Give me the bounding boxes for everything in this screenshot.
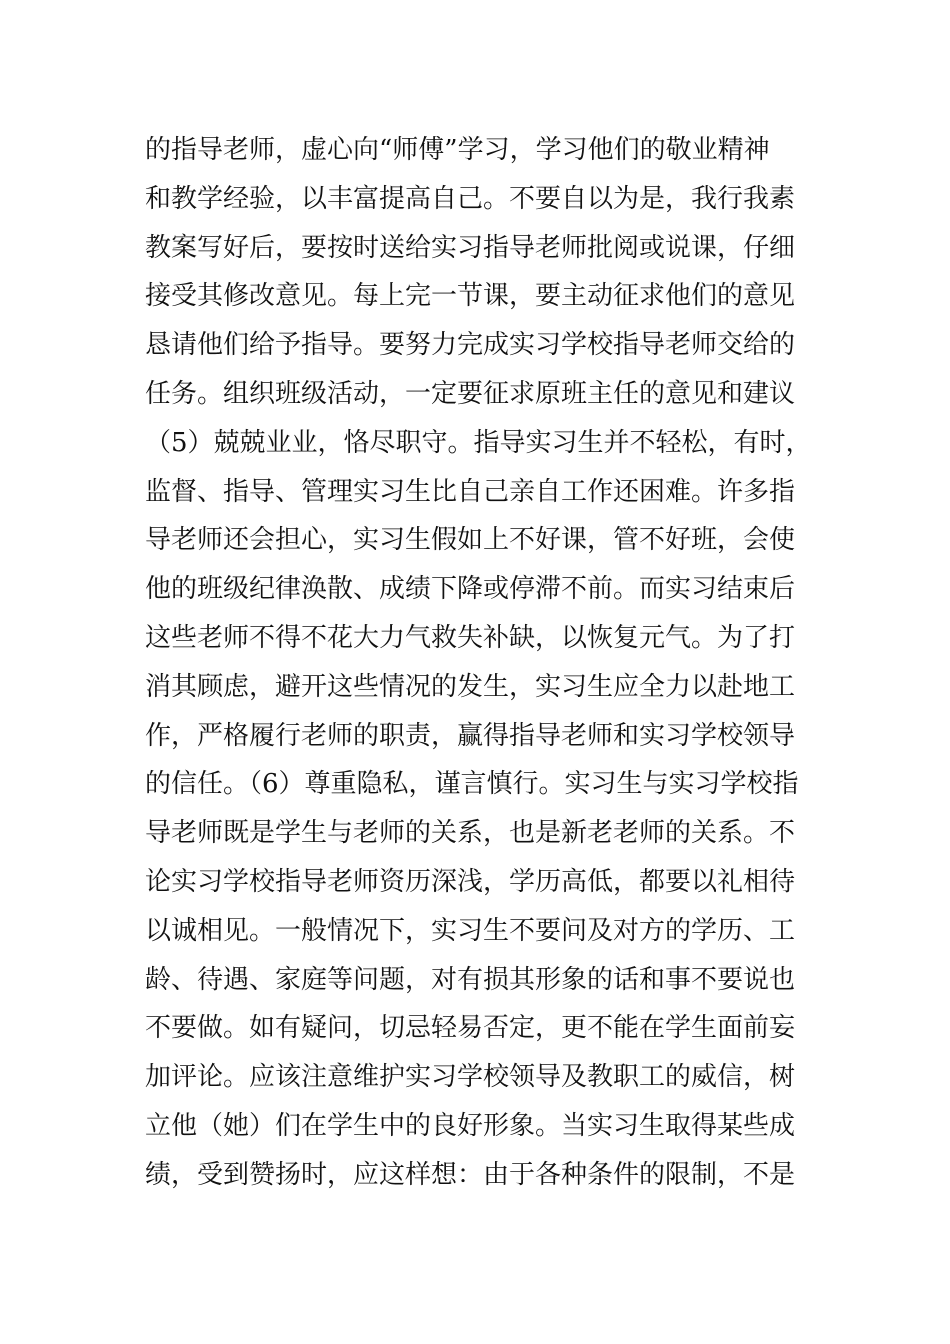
text-line-21: 立他（她）们在学生中的良好形象。当实习生取得某些成 — [145, 1110, 796, 1141]
text-line-15: 导老师既是学生与老师的关系，也是新老老师的关系。不 — [145, 818, 796, 849]
text-line-9: 导老师还会担心，实习生假如上不好课，管不好班，会使 — [145, 525, 796, 556]
text-line-6: 任务。组织班级活动，一定要征求原班主任的意见和建议 — [145, 378, 796, 409]
text-line-12: 消其顾虑，避开这些情况的发生，实习生应全力以赴地工 — [145, 671, 796, 702]
text-line-16: 论实习学校指导老师资历深浅，学历高低，都要以礼相待 — [145, 866, 796, 897]
text-line-22: 绩，受到赞扬时，应这样想：由于各种条件的限制，不是 — [145, 1159, 796, 1190]
text-line-19: 不要做。如有疑问，切忌轻易否定，更不能在学生面前妄 — [145, 1013, 796, 1044]
text-line-13: 作，严格履行老师的职责，赢得指导老师和实习学校领导 — [145, 720, 796, 751]
text-line-2: 和教学经验，以丰富提高自己。不要自以为是，我行我素 — [145, 183, 796, 214]
text-line-20: 加评论。应该注意维护实习学校领导及教职工的威信，树 — [145, 1062, 796, 1093]
text-line-18: 龄、待遇、家庭等问题，对有损其形象的话和事不要说也 — [145, 964, 796, 995]
text-line-10: 他的班级纪律涣散、成绩下降或停滞不前。而实习结束后 — [145, 574, 796, 605]
text-line-11: 这些老师不得不花大力气救失补缺，以恢复元气。为了打 — [145, 622, 796, 653]
text-line-1: 的指导老师，虚心向“师傅”学习，学习他们的敬业精神 — [145, 135, 770, 165]
text-line-17: 以诚相见。一般情况下，实习生不要问及对方的学历、工 — [145, 915, 796, 946]
body-text — [145, 126, 825, 1200]
text-line-5: 恳请他们给予指导。要努力完成实习学校指导老师交给的 — [145, 330, 796, 361]
text-line-14: 的信任。（6）尊重隐私，谨言慎行。实习生与实习学校指 — [145, 769, 799, 800]
text-line-7: （5）兢兢业业，恪尽职守。指导实习生并不轻松，有时， — [145, 427, 812, 458]
text-line-3: 教案写好后，要按时送给实习指导老师批阅或说课，仔细 — [145, 232, 796, 263]
text-line-4: 接受其修改意见。每上完一节课，要主动征求他们的意见 — [145, 281, 796, 312]
text-line-8: 监督、指导、管理实习生比自己亲自工作还困难。许多指 — [145, 476, 796, 507]
